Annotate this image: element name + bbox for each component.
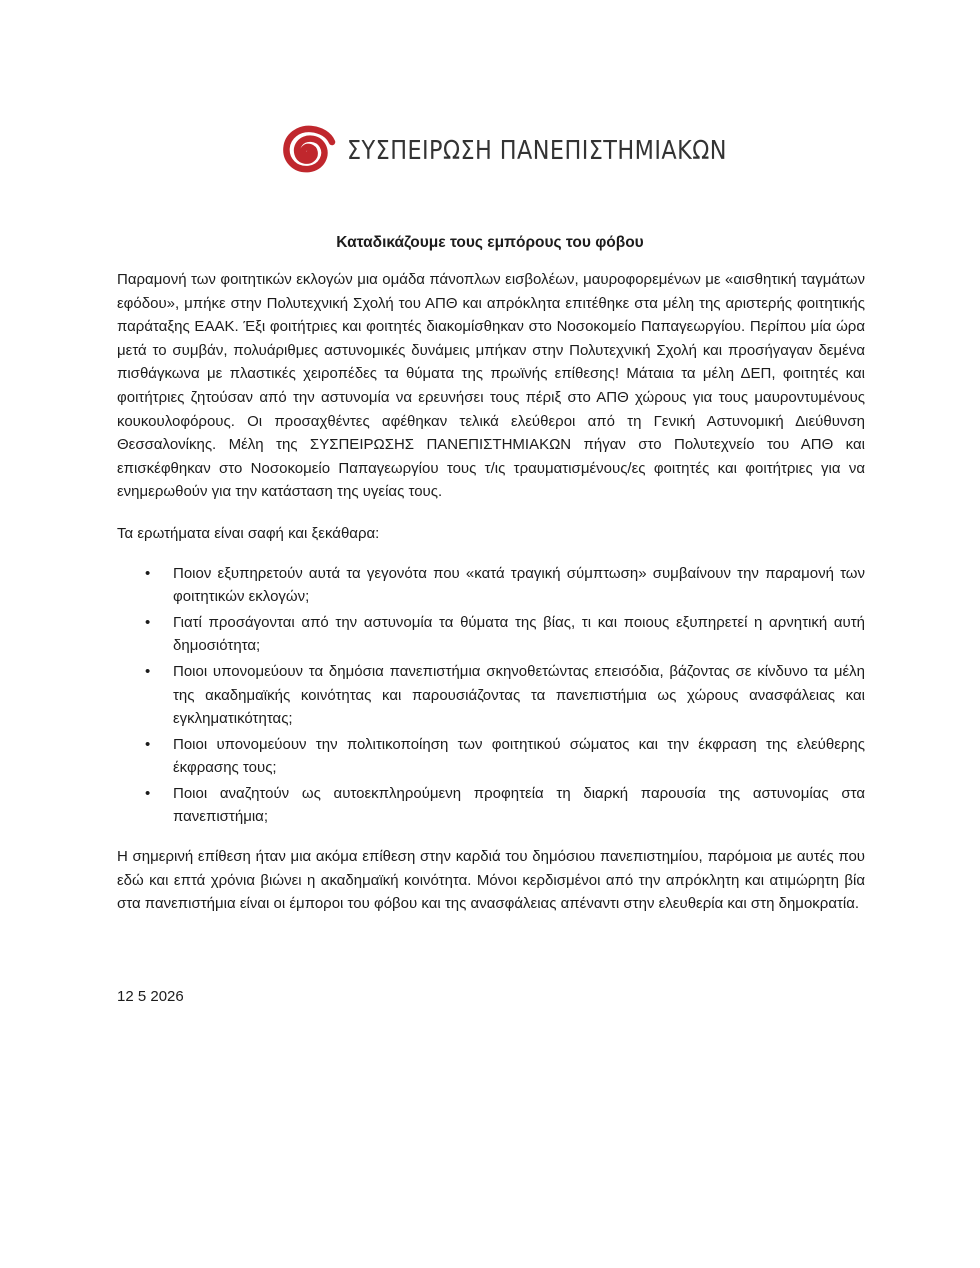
logo-text: ΣΥΣΠΕΙΡΩΣΗ ΠΑΝΕΠΙΣΤΗΜΙΑΚΩΝ (347, 136, 727, 166)
list-item-text: Ποιοι υπονομεύουν την πολιτικοποίηση των φοιτητικού σώματος και την έκφραση της ελεύθερης έκφρασης τους; (173, 735, 865, 777)
spiral-logo-icon (277, 123, 339, 179)
list-item-text: Ποιοι αναζητούν ως αυτοεκπληρούμενη προφητεία τη διαρκή παρουσία της αστυνομίας στα πανεπιστήμια; (173, 784, 865, 826)
list-item (117, 562, 865, 609)
bullet-icon: • (145, 564, 151, 582)
list-item (117, 782, 865, 829)
bullet-icon: • (145, 735, 151, 753)
document-title: Καταδικάζουμε τους εμπόρους του φόβου (336, 234, 644, 251)
intro-paragraph: Παραμονή των φοιτητικών εκλογών μια ομάδα πάνοπλων εισβολέων, μαυροφορεμένων με «αισθητική ταγμάτων εφόδου», μπήκε στην Πολυτεχνική Σχολή του ΑΠΘ και απρόκλητα επιτέθηκε στα μέλη της αριστερής φοιτητικής παράταξης ΕΑΑΚ. Έξι φοιτήτριες και φοιτητές διακομίσθηκαν στο Νοσοκομείο Παπαγεωργίου. Περίπου μία ώρα μετά το συμβάν, πολυάριθμες αστυνομικές δυνάμεις μπήκαν στην Πολυτεχνική Σχολή και προσήγαγαν δεμένα πισθάγκωνα με πλαστικές χειροπέδες τα θύματα της πρωϊνής επίθεσης! Μάταια τα μέλη ΔΕΠ, φοιτητές και φοιτήτριες ζητούσαν από την αστυνομία να ερευνήσει τους πέριξ στο ΑΠΘ χώρους για τους μαυροντυμένους κουκουλοφόρους. Οι προσαχθέντες αφέθηκαν τελικά ελεύθεροι από τη Γενική Αστυνομική Διεύθυνση Θεσσαλονίκης. Μέλη της ΣΥΣΠΕΙΡΩΣΗΣ ΠΑΝΕΠΙΣΤΗΜΙΑΚΩΝ πήγαν στο Πολυτεχνείο του ΑΠΘ και επισκέφθηκαν στο Νοσοκομείο Παπαγεωργίου τους τ/ις τραυματισμένους/ες φοιτητές και φοιτήτριες για να ενημερωθούν για την κατάσταση της υγείας τους. (117, 271, 865, 501)
closing-paragraph: Η σημερινή επίθεση ήταν μια ακόμα επίθεση στην καρδιά του δημόσιου πανεπιστημίου, παρόμοια με αυτές που εδώ και επτά χρόνια βιώνει η ακαδημαϊκή κοινότητα. Μόνοι κερδισμένοι από την απρόκλητη και ατιμώρητη βία στα πανεπιστήμια είναι οι έμποροι του φόβου και της ανασφάλειας απέναντι στην ελευθερία και στη δημοκρατία. (117, 848, 865, 913)
document-body (117, 268, 865, 916)
bullet-icon: • (145, 613, 151, 631)
list-item (117, 733, 865, 780)
list-item (117, 660, 865, 731)
list-item-text: Ποιοι υπονομεύουν τα δημόσια πανεπιστήμια σκηνοθετώντας επεισόδια, βάζοντας σε κίνδυνο τα μέλη της ακαδημαϊκής κοινότητας και παρουσιάζοντας τα πανεπιστήμια ως χώρους ανασφάλειας και εγκληματικότητας; (173, 662, 865, 728)
document-date: 12 5 2026 (117, 988, 184, 1005)
organization-logo (277, 121, 789, 181)
list-item-text: Γιατί προσάγονται από την αστυνομία τα θύματα της βίας, τι και ποιους εξυπηρετεί η αρνητική αυτή δημοσιότητα; (173, 613, 865, 655)
list-item (117, 611, 865, 658)
questions-list (117, 562, 865, 830)
list-item-text: Ποιον εξυπηρετούν αυτά τα γεγονότα που «κατά τραγική σύμπτωση» συμβαίνουν την παραμονή των φοιτητικών εκλογών; (173, 564, 865, 606)
bullet-icon: • (145, 784, 151, 802)
bullet-icon: • (145, 662, 151, 680)
questions-intro: Τα ερωτήματα είναι σαφή και ξεκάθαρα: (117, 524, 380, 542)
